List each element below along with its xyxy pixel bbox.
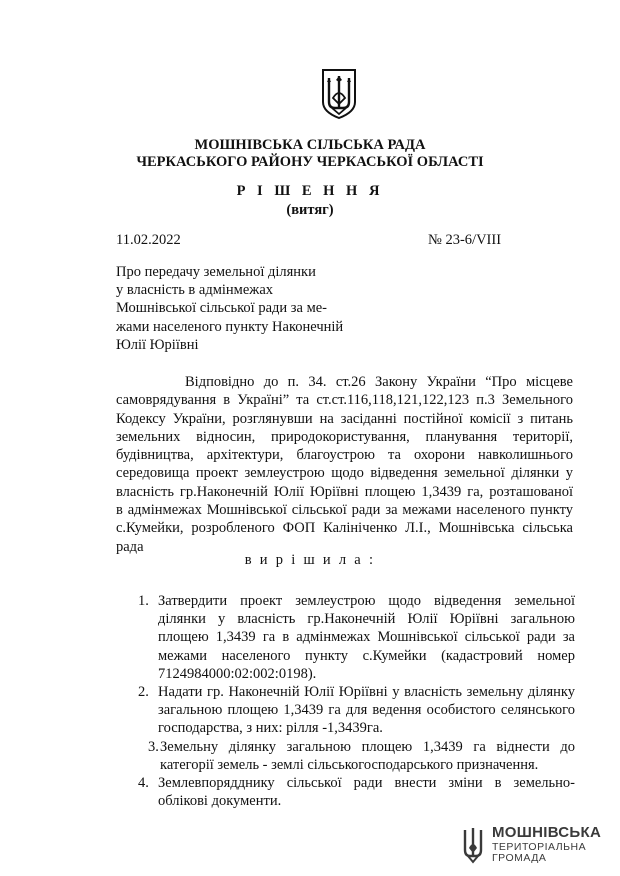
item-number: 1. (138, 593, 149, 609)
preamble-line: самоврядування в Україні” та ст.ст.116,118,121,122,123 п.3 Земельного (116, 392, 573, 409)
preamble-line: власність гр.Наконечній Юлії Юріївні площею 1,3439 га, розташованої (116, 483, 573, 500)
logo-line: ГРОМАДА (492, 852, 547, 864)
item-line: облікові документи. (158, 793, 282, 810)
logo-subtitle (492, 842, 586, 864)
document-subtype: (витяг) (286, 202, 334, 218)
item-line: межами населеного пункту с.Кумейки (кадастровий номер (158, 647, 575, 664)
item-number: 2. (138, 683, 149, 700)
document-type: Р І Ш Е Н Н Я (236, 183, 384, 199)
decided-heading: в и р і ш и л а : (244, 552, 376, 568)
subject-line: Мошнівської сільської ради за ме- (116, 300, 328, 317)
item-number: 4. (138, 774, 149, 791)
decision-items (138, 592, 575, 810)
trident-coat-of-arms-icon (321, 68, 357, 120)
list-item (138, 592, 575, 683)
trident-logo-icon (462, 826, 484, 864)
preamble-line: Відповідно до п. 34. ст.26 Закону України “Про місцеве (185, 374, 573, 390)
preamble-line: рада (116, 538, 144, 555)
item-line: площею 1,3439 га в адмінмежах Мошнівської сільської ради за (158, 629, 575, 646)
item-line: 7124984000:02:002:0198). (158, 665, 317, 682)
item-line: категорії земель - землі сільськогосподарського призначення. (160, 756, 539, 773)
preamble-paragraph (116, 373, 573, 556)
item-line: Надати гр. Наконечній Юлії Юріївні у власність земельну ділянку (158, 683, 575, 700)
preamble-line: в адмінмежах Мошнівської сільської ради за межами населеного пункту (116, 502, 573, 519)
list-item (138, 683, 575, 738)
decision-subject (116, 263, 376, 354)
decision-date: 11.02.2022 (116, 232, 181, 248)
preamble-line: с.Кумейки, розробленого ФОП Калініченко Л.І., Мошнівська сільська (116, 520, 573, 537)
item-line: Землевпорядднику сільської ради внести зміни в земельно- (158, 774, 575, 791)
preamble-line: земельних відносин, природокористування, планування території, (116, 428, 573, 445)
community-logo (462, 822, 602, 868)
council-region: ЧЕРКАСЬКОГО РАЙОНУ ЧЕРКАСЬКОЇ ОБЛАСТІ (136, 154, 484, 170)
logo-line: ТЕРИТОРІАЛЬНА (492, 841, 587, 853)
subject-line: у власність в адмінмежах (116, 282, 274, 299)
list-item (138, 738, 575, 774)
item-line: господарства, з них: рілля -1,3439га. (158, 720, 383, 737)
subject-line: жами населеного пункту Наконечній (116, 318, 344, 335)
subject-line: Про передачу земельної ділянки (116, 264, 316, 280)
item-line: Земельну ділянку загальною площею 1,3439 га віднести до (160, 738, 575, 755)
item-line: загальною площею 1,3439 га для ведення особистого селянського (158, 702, 575, 719)
decision-number: № 23-6/VIII (428, 232, 502, 248)
subject-line: Юлії Юріївні (116, 336, 199, 353)
preamble-line: будівництва, архітектури, благоустрою та охорони навколишнього (116, 447, 573, 464)
logo-title: МОШНІВСЬКА (492, 824, 602, 841)
item-line: ділянки у власність гр.Наконечній Юлії Юріївні загальною (158, 611, 575, 628)
preamble-line: середовища проект землеустрою щодо відведення земельної ділянки у (116, 465, 573, 482)
list-item (138, 774, 575, 810)
preamble-line: Кодексу України, розглянувши на засіданні постійної комісії з питань (116, 410, 573, 427)
item-number: 3. (148, 738, 159, 755)
item-line: Затвердити проект землеустрою щодо відведення земельної (158, 593, 575, 609)
council-name: МОШНІВСЬКА СІЛЬСЬКА РАДА (194, 137, 426, 153)
